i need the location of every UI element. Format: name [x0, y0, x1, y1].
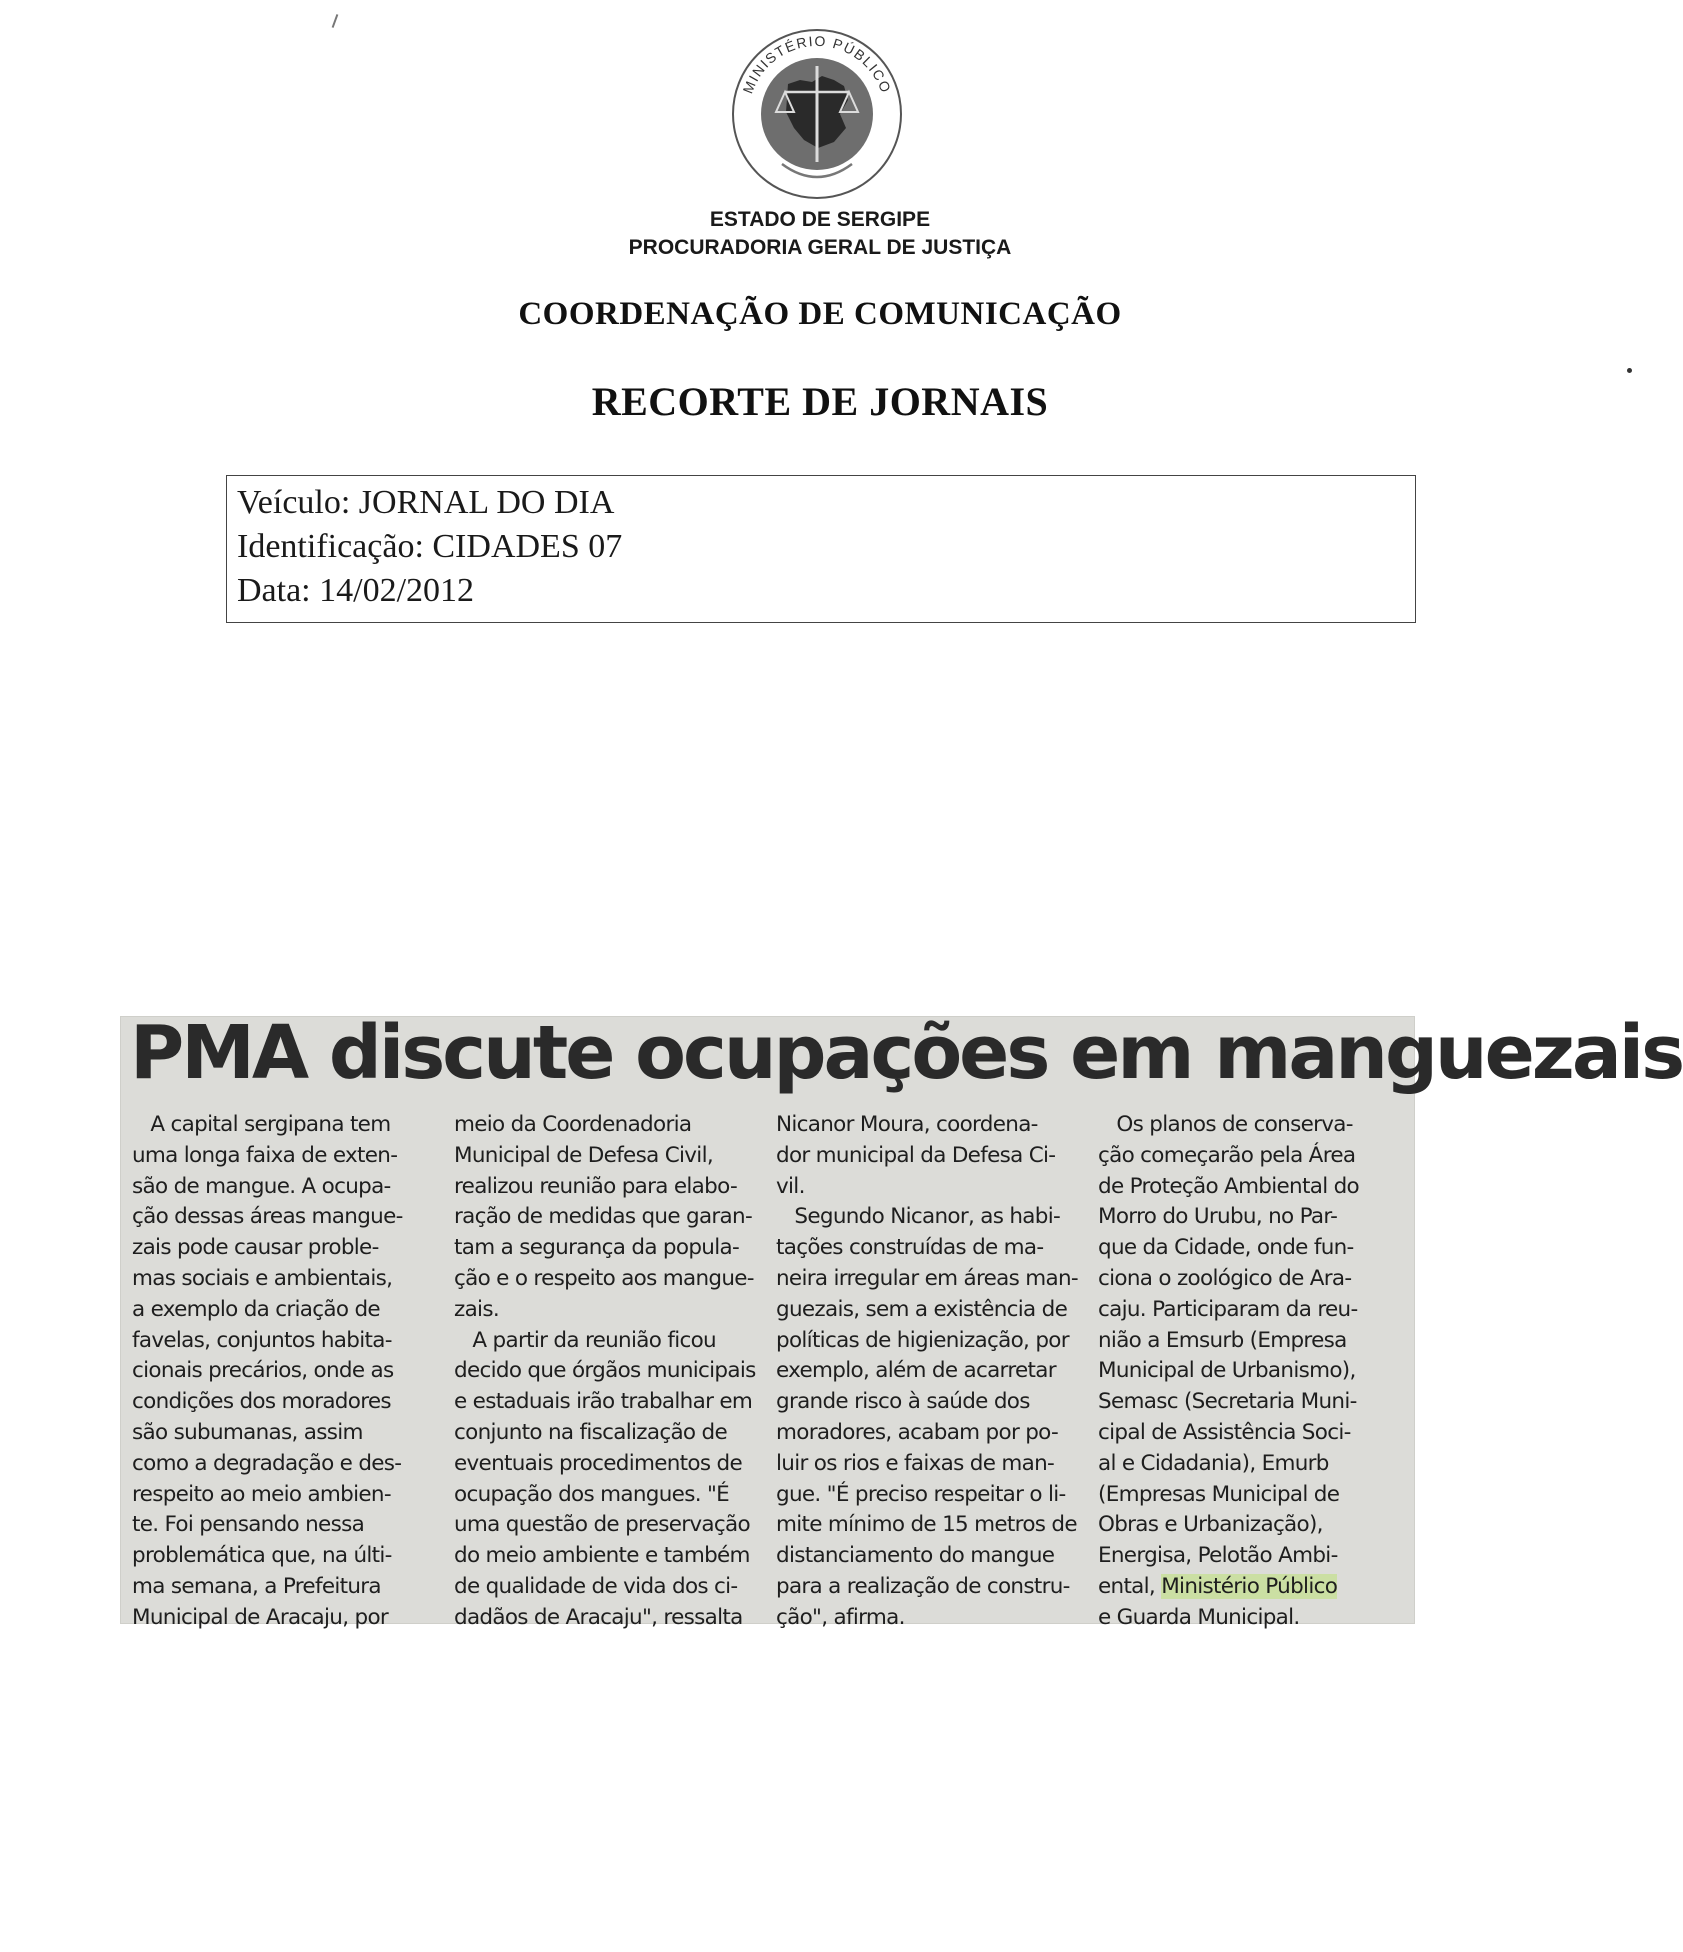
article-headline: PMA discute ocupações em manguezais — [130, 1010, 1683, 1096]
highlighted-text: Ministério Público — [1161, 1573, 1338, 1599]
article-column-4-text: Os planos de conserva- ção começarão pela Área de Proteção Ambiental do Morro do Urubu, no Par- que da Cidade, onde fun- ciona o zoológico de Ara- caju. Participaram da reu- nião a Emsurb (Empresa Municipal de Urbanismo), Semasc (Secretaria Muni- cipal de Assistência Soci- al e Cidadania), Emurb (Empresas Municipal de Obras e Urbanização), Energisa, Pelotão Ambi- ental, — [1098, 1112, 1359, 1599]
institution-line-2: PROCURADORIA GERAL DE JUSTIÇA — [628, 236, 1012, 259]
department-title: COORDENAÇÃO DE COMUNICAÇÃO — [518, 296, 1122, 332]
publication-info-box — [226, 475, 1416, 623]
article-column-4-end: e Guarda Municipal. — [1098, 1604, 1300, 1630]
article-column-2: meio da Coordenadoria Municipal de Defesa Civil, realizou reunião para elabo- ração de medidas que garan- tam a segurança da popula- ção e o respeito aos mangue- zais. A partir da reunião ficou decido que órgãos municipais e estaduais irão trabalhar em conjunto na fiscalização de eventuais procedimentos de ocupação dos mangues. "É uma questão de preservação do meio ambiente e também de qualidade de vida dos ci- dadãos de Aracaju", ressalta — [454, 1112, 756, 1630]
article-column-3: Nicanor Moura, coordena- dor municipal da Defesa Ci- vil. Segundo Nicanor, as habi- tações construídas de ma- neira irregular em áreas man- guezais, sem a existência de políticas de higienização, por exemplo, além de acarretar grande risco à saúde dos moradores, acabam por po- luir os rios e faixas de man- gue. "É preciso respeitar o li- mite mínimo de 15 metros de distanciamento do mangue para a realização de constru- ção", afirma. — [776, 1112, 1078, 1630]
ministerio-publico-seal — [722, 14, 912, 199]
scan-dot — [1627, 368, 1632, 373]
scan-mark — [332, 14, 339, 28]
data-line: Data: 14/02/2012 — [237, 572, 475, 609]
seal-text: MINISTÉRIO PÚBLICO — [739, 32, 895, 96]
article-column-4 — [1098, 1110, 1394, 1634]
article-body — [132, 1110, 1410, 1630]
newspaper-clipping — [120, 1010, 1683, 1630]
veiculo-line: Veículo: JORNAL DO DIA — [237, 484, 615, 521]
page-title: RECORTE DE JORNAIS — [591, 379, 1049, 424]
identificacao-line: Identificação: CIDADES 07 — [237, 528, 623, 565]
institution-line-1: ESTADO DE SERGIPE — [709, 208, 931, 231]
article-column-1: A capital sergipana tem uma longa faixa de exten- são de mangue. A ocupa- ção dessas áreas mangue- zais pode causar proble- mas sociais e ambientais, a exemplo da criação de favelas, conjuntos habita- cionais precários, onde as condições dos moradores são subumanas, assim como a degradação e des- respeito ao meio ambien- te. Foi pensando nessa problemática que, na últi- ma semana, a Prefeitura Municipal de Aracaju, por — [132, 1112, 403, 1630]
